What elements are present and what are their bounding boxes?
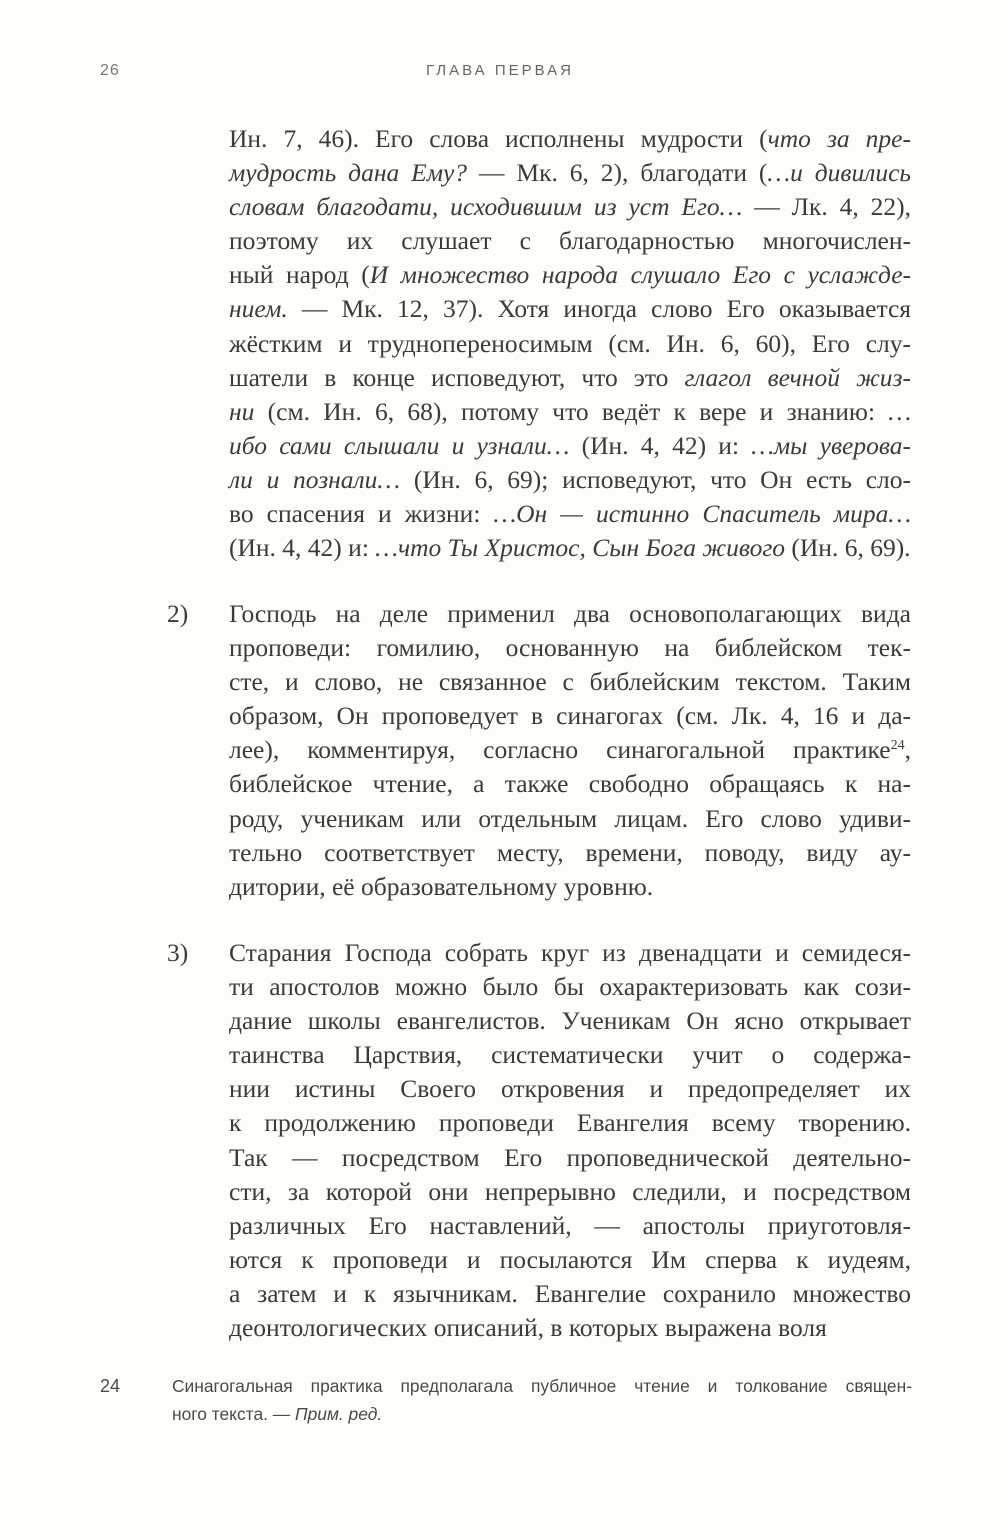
text-line: [229, 767, 911, 801]
footnote-number: 24: [100, 1376, 121, 1396]
text-segment: И множество народа слушало Его с услажде-: [369, 260, 911, 290]
text-line: [229, 802, 911, 836]
text-segment: к продолжению проповеди Евангелия всему творению.: [229, 1108, 911, 1138]
text-line: [229, 292, 911, 326]
text-line: [229, 1243, 911, 1277]
text-line: [229, 156, 911, 190]
text-line: [229, 1106, 911, 1140]
text-segment: шатели в конце исповедуют, что это: [229, 362, 685, 392]
text-segment: во спасения и жизни:: [229, 499, 494, 529]
text-segment: различных Его наставлений, — апостолы приуготовля-: [229, 1210, 911, 1240]
text-segment: Ин. 7, 46). Его слова исполнены мудрости (: [229, 124, 768, 153]
text-segment: библейское чтение, а также свободно обращаясь к на-: [229, 769, 911, 799]
text-segment: (Ин. 6, 69).: [785, 533, 911, 563]
text-segment: нии истины Своего откровения и предопределяет их: [229, 1074, 911, 1104]
text-segment: …и дивились: [767, 158, 911, 188]
text-line: [229, 733, 911, 767]
text-segment: словам благодати, исходившим из уст Его…: [229, 192, 743, 222]
text-segment: ибо сами слышали и узнали…: [229, 430, 570, 460]
text-segment: ли и познали…: [229, 464, 401, 494]
page-number: 26: [100, 62, 120, 79]
text-segment: образом, Он проповедует в синагогах (см. Лк. 4, 16 и да-: [229, 701, 911, 731]
text-segment: Господь на деле применил два основополагающих вида: [229, 599, 911, 628]
text-segment: таинства Царствия, систематически учит о содержа-: [229, 1040, 911, 1070]
text-line: [229, 327, 911, 361]
paragraph-continuation: [229, 122, 911, 565]
text-segment: что за пре-: [767, 124, 911, 153]
text-line: [229, 836, 911, 870]
text-segment: — Мк. 6, 2), благодати (: [467, 158, 768, 188]
text-segment: — Лк. 4, 22),: [742, 192, 911, 222]
text-line: [229, 631, 911, 665]
text-line: [229, 190, 911, 224]
text-line: [172, 1400, 912, 1428]
list-item-text: [229, 936, 911, 1345]
text-line: [229, 1277, 911, 1311]
text-line: [229, 122, 911, 156]
text-segment: дание школы евангелистов. Ученикам Он ясно открывает: [229, 1006, 911, 1036]
text-segment: — Мк. 12, 37). Хотя иногда слово Его оказывается: [287, 294, 911, 324]
text-line: [229, 597, 911, 631]
text-line: [172, 1372, 912, 1400]
text-segment: …что Ты Христос, Сын Бога живого: [375, 533, 786, 563]
text-segment: …Он — истинно Спаситель мира…: [493, 499, 911, 529]
list-item-number: 3): [167, 938, 189, 967]
text-segment: (Ин. 4, 42) и:: [229, 533, 376, 563]
text-segment: …: [888, 396, 911, 426]
text-segment: ти апостолов можно было бы охарактеризовать как сози-: [229, 972, 911, 1002]
text-segment: сти, за которой они непрерывно следили, и посредством: [229, 1176, 911, 1206]
text-line: [229, 1311, 911, 1345]
text-line: [229, 665, 911, 699]
text-segment: ни: [229, 396, 255, 426]
footnote-ref: 24: [890, 738, 905, 754]
text-line: [229, 361, 911, 395]
text-line: [229, 1004, 911, 1038]
text-segment: (см. Ин. 6, 68), потому что ведёт к вере и знанию:: [254, 396, 889, 426]
text-line: [229, 429, 911, 463]
text-segment: ного текста. —: [172, 1404, 296, 1424]
text-segment: нием.: [229, 294, 288, 324]
text-segment: жёстким и труднопереносимым (см. Ин. 6, 60), Его слу-: [229, 328, 911, 358]
text-segment: лее), комментируя, согласно синагогальной практике: [229, 735, 891, 765]
text-segment: Синагогальная практика предполагала публичное чтение и толкование священ-: [172, 1376, 912, 1396]
text-line: [229, 936, 911, 970]
text-segment: мудрость дана Ему?: [229, 158, 468, 188]
text-segment: Прим. ред.: [295, 1404, 383, 1424]
text-segment: глагол вечной жиз-: [684, 362, 911, 392]
text-line: [229, 395, 911, 429]
text-segment: ются к проповеди и посылаются Им сперва к иудеям,: [229, 1244, 911, 1274]
text-segment: ,: [904, 735, 911, 765]
text-line: [229, 224, 911, 258]
text-segment: …мы уверова-: [751, 430, 911, 460]
text-segment: (Ин. 6, 69); исповедуют, что Он есть сло-: [400, 464, 911, 494]
text-segment: проповеди: гомилию, основанную на библейском тек-: [229, 633, 911, 663]
text-line: [229, 970, 911, 1004]
text-segment: (Ин. 4, 42) и:: [569, 430, 752, 460]
text-line: [229, 1072, 911, 1106]
text-segment: дитории, её образовательному уровню.: [229, 871, 654, 901]
text-line: [229, 870, 911, 904]
text-segment: Так — посредством Его проповеднической деятельно-: [229, 1142, 911, 1172]
text-line: [229, 699, 911, 733]
text-segment: ный народ (: [229, 260, 370, 290]
text-line: [229, 258, 911, 292]
text-segment: а затем и к язычникам. Евангелие сохранило множество: [229, 1278, 911, 1308]
text-line: [229, 1141, 911, 1175]
text-segment: сте, и слово, не связанное с библейским текстом. Таким: [229, 667, 911, 697]
text-line: [229, 463, 911, 497]
text-segment: тельно соответствует месту, времени, поводу, виду ау-: [229, 837, 911, 867]
text-segment: Старания Господа собрать круг из двенадцати и семидеся-: [229, 938, 911, 967]
text-line: [229, 1038, 911, 1072]
footnote-text: [172, 1372, 912, 1428]
text-segment: поэтому их слушает с благодарностью многочислен-: [229, 226, 911, 256]
text-line: [229, 1209, 911, 1243]
text-line: [229, 531, 911, 565]
list-item-number: 2): [167, 599, 189, 628]
text-line: [229, 1175, 911, 1209]
text-segment: роду, ученикам или отдельным лицам. Его слово удиви-: [229, 803, 911, 833]
text-line: [229, 497, 911, 531]
text-segment: деонтологических описаний, в которых выражена воля: [229, 1313, 827, 1343]
running-head: ГЛАВА ПЕРВАЯ: [426, 62, 574, 79]
list-item-text: [229, 597, 911, 904]
